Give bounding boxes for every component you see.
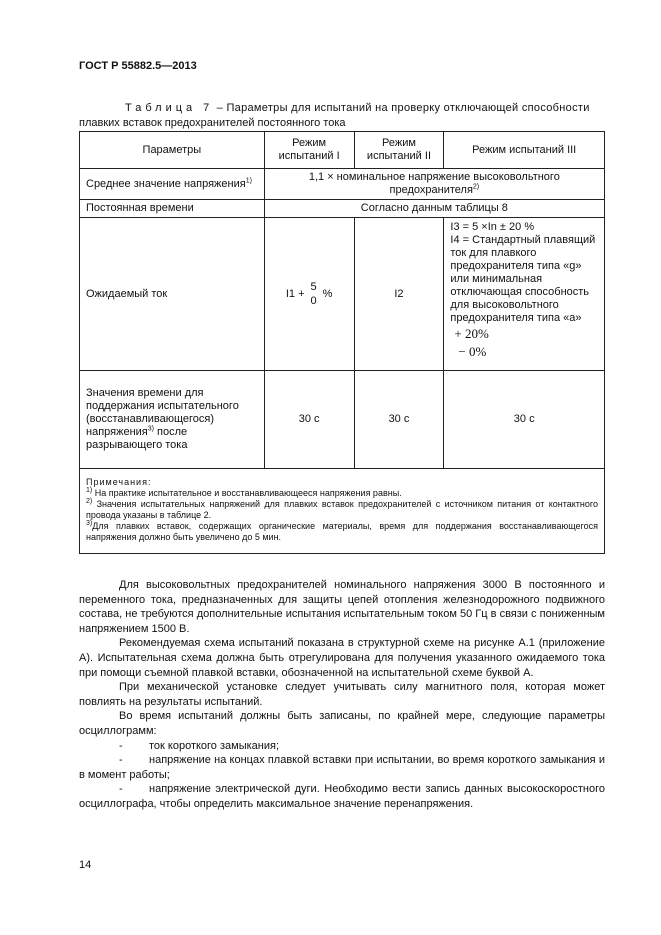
page-number: 14 <box>79 859 92 871</box>
list-item-text: напряжение на концах плавкой вставки при испытании, во время короткого замыкания и в момент работы; <box>79 754 605 781</box>
cell-voltage-value <box>264 169 604 200</box>
row-average-voltage <box>80 169 605 200</box>
note-2-text: Значения испытательных напряжений для плавких вставок предохранителей с источником питания от контактного провода указаны в таблице 2. <box>86 499 598 520</box>
header-mode-2: Режим испытаний II <box>354 132 444 169</box>
current-symbol-i1: I1 + <box>285 287 305 300</box>
note-1 <box>86 488 598 499</box>
note-2 <box>86 499 598 521</box>
note-3-text: Для плавких вставок, содержащих органические материалы, время для поддержания восстанавливающегося напряжения должно быть увеличено до 5 мин. <box>86 521 598 542</box>
paragraph-1: Для высоковольтных предохранителей номинального напряжения 3000 В постоянного и переменного тока, предназначенных для защиты цепей отопления железнодорожного подвижного состава, не требуются дополнительные испытания испытательным током 50 Гц в связи с пониженным напряжением 1500 В. <box>79 579 605 635</box>
cell-current-mode-1 <box>264 218 354 371</box>
note-3 <box>86 521 598 543</box>
header-mode-1: Режим испытаний I <box>264 132 354 169</box>
caption-text-2: плавких вставок предохранителей постоянного тока <box>79 117 346 129</box>
footnote-ref-1: 1) <box>245 176 252 184</box>
table-caption <box>79 101 604 131</box>
voltage-label-text: Среднее значение напряжения <box>86 177 246 190</box>
footnote-ref-3: 3) <box>147 425 154 433</box>
note-1-marker: 1) <box>86 487 93 494</box>
cell-hold-mode-1: 30 с <box>264 371 354 469</box>
cell-voltage-label <box>80 169 265 200</box>
percent-unit: % <box>322 287 333 300</box>
tolerance-fraction <box>311 280 317 308</box>
hold-label-text: Значения времени для поддержания испытательного (восстанавливающегося) напряжения <box>86 387 239 438</box>
note-3-marker: 3) <box>86 520 93 527</box>
footnote-ref-2: 2) <box>472 183 480 191</box>
cell-current-mode-2: I2 <box>354 218 444 371</box>
list-item <box>79 739 605 754</box>
caption-dash: – <box>216 102 224 114</box>
note-2-marker: 2) <box>86 498 93 505</box>
row-expected-current <box>80 218 605 371</box>
current-i3-formula: I3 = 5 ×In ± 20 % <box>450 221 535 233</box>
cell-time-constant-value: Согласно данным таблицы 8 <box>264 200 604 218</box>
note-1-text: На практике испытательное и восстанавливающееся напряжения равны. <box>94 488 402 498</box>
list-dash: - <box>119 783 123 796</box>
parameters-table <box>79 131 605 554</box>
document-header: ГОСТ Р 55882.5—2013 <box>79 60 197 72</box>
cell-current-label: Ожидаемый ток <box>80 218 265 371</box>
list-item-text: напряжение электрической дуги. Необходимо вести запись данных высокоскоростного осциллографа, чтобы определить максимальное значение перенапряжения. <box>79 783 605 810</box>
notes-title: Примечания: <box>86 477 152 487</box>
list-dash: - <box>119 754 123 767</box>
tolerance-plus: + 20% <box>454 326 489 341</box>
list-dash: - <box>119 739 123 752</box>
caption-text-1: Параметры для испытаний на проверку отключающей способности <box>226 102 590 114</box>
row-hold-time <box>80 371 605 469</box>
table-header-row <box>80 132 605 169</box>
table-label: Таблица 7 <box>125 102 214 114</box>
paragraph-4: Во время испытаний должны быть записаны, по крайней мере, следующие параметры осциллограмм: <box>79 710 605 737</box>
voltage-value-text: 1,1 × номинальное напряжение высоковольтного предохранителя <box>308 171 560 196</box>
cell-current-mode-3 <box>444 218 605 371</box>
row-notes <box>80 469 605 554</box>
header-parameters: Параметры <box>80 132 265 169</box>
paragraph-2: Рекомендуемая схема испытаний показана в структурной схеме на рисунке А.1 (приложение А). Испытательная схема должна быть отрегулирована для получения указанного ожидаемого тока при помощи съемной плавкой вставки, обозначенной на испытательной схеме буквой А. <box>79 637 605 679</box>
cell-time-constant-label: Постоянная времени <box>80 200 265 218</box>
list-item <box>79 753 605 782</box>
body-text <box>79 578 605 812</box>
fraction-top: 5 <box>310 281 317 293</box>
cell-hold-label <box>80 371 265 469</box>
list-item <box>79 782 605 811</box>
cell-hold-mode-2: 30 с <box>354 371 444 469</box>
notes-cell <box>80 469 605 554</box>
fraction-bottom: 0 <box>310 295 317 307</box>
hold-label-tail: после разрывающего тока <box>86 426 188 451</box>
cell-hold-mode-3: 30 с <box>444 371 605 469</box>
row-time-constant <box>80 200 605 218</box>
paragraph-3: При механической установке следует учитывать силу магнитного поля, которая может повлиять на результаты испытаний. <box>79 681 605 708</box>
list-item-text: ток короткого замыкания; <box>149 739 280 752</box>
header-mode-3: Режим испытаний III <box>444 132 605 169</box>
tolerance-minus: − 0% <box>458 344 487 359</box>
current-i4-description: I4 = Стандартный плавящий ток для плавкого предохранителя типа «g» или минимальная отключающая способность для высоковольтного предохранителя типа «a» <box>450 234 596 324</box>
